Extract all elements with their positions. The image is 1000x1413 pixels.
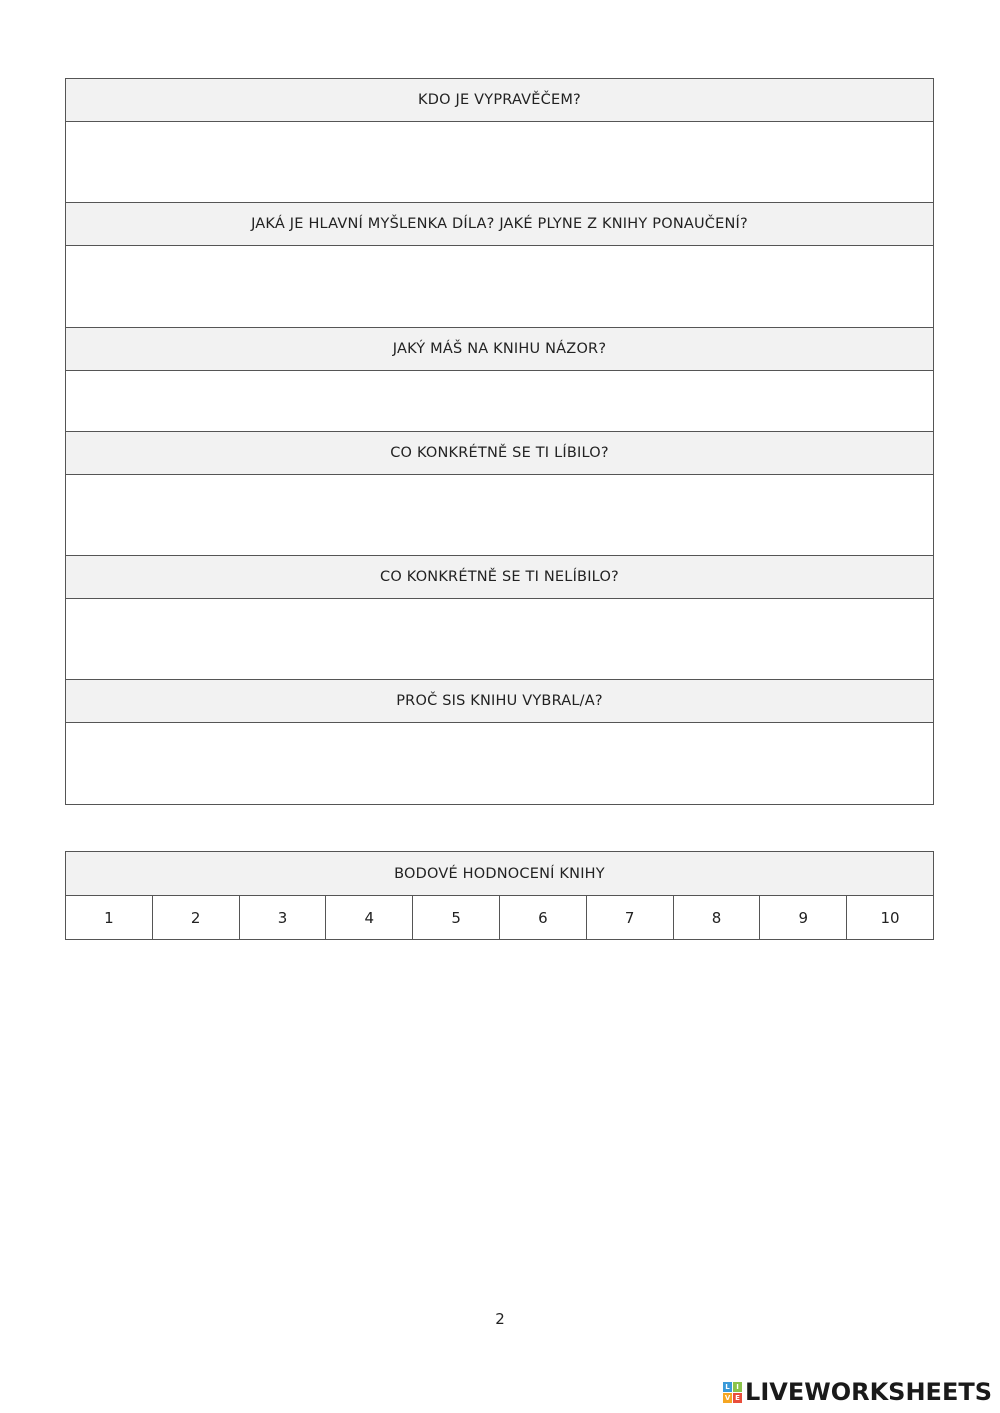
score-cell-10[interactable]: 10 xyxy=(880,908,900,927)
answer-field-main-idea[interactable] xyxy=(66,246,933,328)
score-cell-5[interactable]: 5 xyxy=(413,896,500,939)
score-cell-1[interactable]: 1 xyxy=(66,896,153,939)
logo-text: LIVEWORKSHEETS xyxy=(745,1378,992,1406)
question-header-opinion: JAKÝ MÁŠ NA KNIHU NÁZOR? xyxy=(66,328,933,371)
logo-mark-letter: L xyxy=(723,1382,732,1392)
score-cell-7[interactable]: 7 xyxy=(587,896,674,939)
score-cell-2[interactable]: 2 xyxy=(153,896,240,939)
logo-mark-icon xyxy=(723,1382,742,1403)
answer-field-opinion[interactable] xyxy=(66,371,933,432)
liveworksheets-logo xyxy=(723,1379,992,1405)
score-cell-4[interactable]: 4 xyxy=(326,896,413,939)
rating-scores-row xyxy=(66,896,933,939)
rating-table xyxy=(65,851,934,940)
score-cell-6[interactable]: 6 xyxy=(500,896,587,939)
answer-field-why-chosen[interactable] xyxy=(66,723,933,804)
page-number: 2 xyxy=(495,1310,505,1328)
answer-field-disliked[interactable] xyxy=(66,599,933,680)
question-header-why-chosen: PROČ SIS KNIHU VYBRAL/A? xyxy=(66,680,933,723)
logo-mark-letter: I xyxy=(733,1382,742,1392)
logo-mark-letter: E xyxy=(733,1393,742,1403)
logo-mark-letter: V xyxy=(724,1393,731,1402)
score-cell-8[interactable]: 8 xyxy=(674,896,761,939)
questions-table xyxy=(65,78,934,805)
answer-field-narrator[interactable] xyxy=(66,122,933,203)
question-header-disliked: CO KONKRÉTNĚ SE TI NELÍBILO? xyxy=(66,556,933,599)
question-header-narrator: KDO JE VYPRAVĚČEM? xyxy=(66,79,933,122)
rating-title: BODOVÉ HODNOCENÍ KNIHY xyxy=(66,852,933,896)
score-cell-3[interactable]: 3 xyxy=(240,896,327,939)
score-cell-9[interactable]: 9 xyxy=(760,896,847,939)
question-header-liked: CO KONKRÉTNĚ SE TI LÍBILO? xyxy=(66,432,933,475)
answer-field-liked[interactable] xyxy=(66,475,933,556)
question-header-main-idea: JAKÁ JE HLAVNÍ MYŠLENKA DÍLA? JAKÉ PLYNE Z KNIHY PONAUČENÍ? xyxy=(66,203,933,246)
